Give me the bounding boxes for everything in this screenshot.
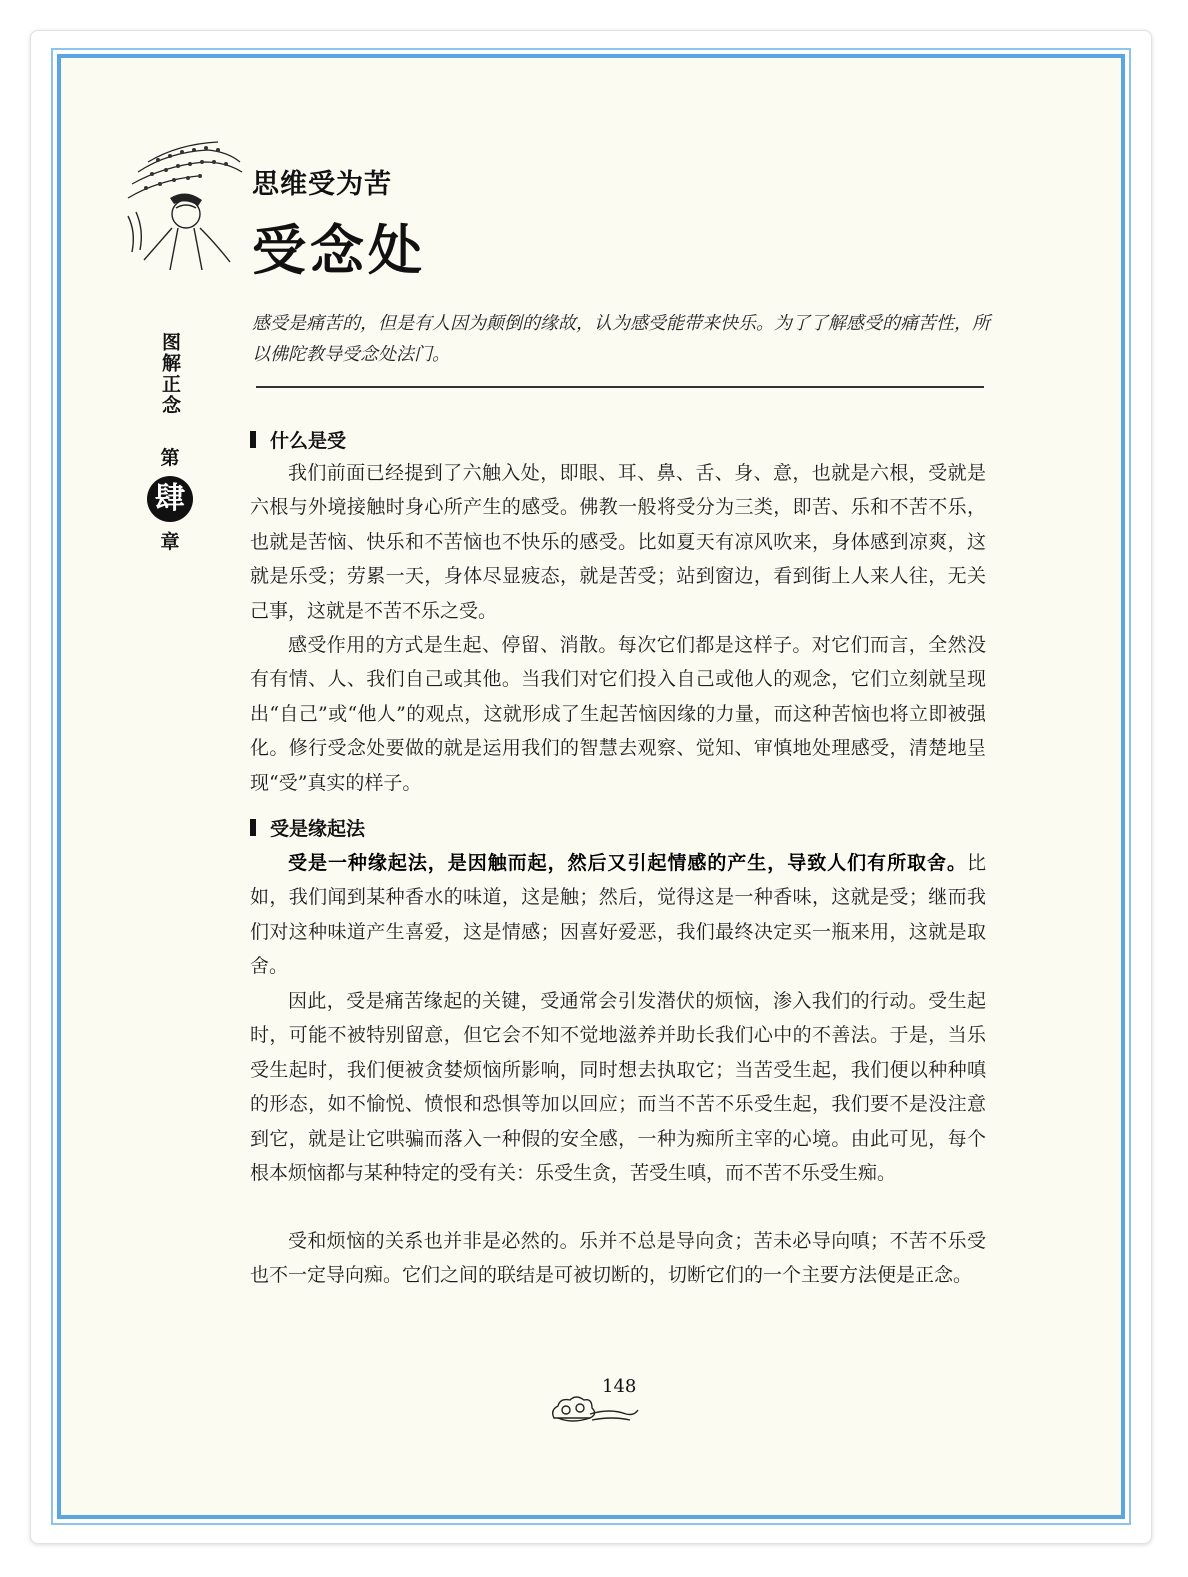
- heading-marker-icon: [250, 819, 256, 836]
- section-heading-label: 受是缘起法: [270, 818, 366, 840]
- chapter-side-label: [152, 332, 188, 554]
- body-paragraph: 因此，受是痛苦缘起的关键，受通常会引发潜伏的烦恼，渗入我们的行动。受生起时，可能不被特别留意，但它会不知不觉地滋养并助长我们心中的不善法。于是，当乐受生起时，我们便被贪婪烦恼所影响，同时想去执取它；当苦受生起，我们便以种种嗔的形态，如不愉悦、愤恨和恐惧等加以回应；而当不苦不乐受生起，我们要不是没注意到它，就是让它哄骗而落入一种假的安全感，一种为痴所主宰的心境。由此可见，每个根本烦恼都与某种特定的受有关：乐受生贪，苦受生嗔，而不苦不乐受生痴。: [250, 990, 986, 1185]
- section-heading: [250, 426, 346, 453]
- section-heading: [250, 814, 365, 841]
- chapter-suffix: 章: [160, 531, 180, 553]
- woodcut-illustration: [118, 132, 248, 272]
- heading-marker-icon: [250, 431, 256, 448]
- section-subtitle: 思维受为苦: [252, 169, 392, 200]
- body-paragraph: 受和烦恼的关系也并非是必然的。乐并不总是导向贪；苦未必导向嗔；不苦不乐受也不一定导向痴。它们之间的联结是可被切断的，切断它们的一个主要方法便是正念。: [250, 1230, 986, 1287]
- chapter-number-badge: 肆: [147, 476, 193, 522]
- cloud-ornament-icon: [546, 1392, 642, 1428]
- body-paragraph: [250, 846, 986, 984]
- page-title: 受念处: [252, 218, 426, 282]
- body-paragraph: 我们前面已经提到了六触入处，即眼、耳、鼻、舌、身、意，也就是六根，受就是六根与外境接触时身心所产生的感受。佛教一般将受分为三类，即苦、乐和不苦不乐，也就是苦恼、快乐和不苦恼也不快乐的感受。比如夏天有凉风吹来，身体感到凉爽，这就是乐受；劳累一天，身体尽显疲态，就是苦受；站到窗边，看到街上人来人往，无关己事，这就是不苦不乐之受。: [250, 462, 986, 622]
- body-text: 比如，我们闻到某种香水的味道，这是触；然后，觉得这是一种香味，这就是受；继而我们对这种味道产生喜爱，这是情感；因喜好爱恶，我们最终决定买一瓶来用，这就是取舍。: [250, 852, 986, 978]
- page-number: 148: [602, 1376, 637, 1397]
- section-heading-label: 什么是受: [270, 430, 347, 452]
- body-paragraph: 感受作用的方式是生起、停留、消散。每次它们都是这样子。对它们而言，全然没有有情、人、我们自己或其他。当我们对它们投入自己或他人的观念，它们立刻就呈现出“自己”或“他人”的观点，这就形成了生起苦恼因缘的力量，而这种苦恼也将立即被强化。修行受念处要做的就是运用我们的智慧去观察、觉知、审慎地处理感受，清楚地呈现“受”真实的样子。: [250, 634, 986, 794]
- book-title-vertical: 图解正念: [159, 332, 181, 416]
- bold-lead-sentence: 受是一种缘起法，是因触而起，然后又引起情感的产生，导致人们有所取舍。: [288, 852, 967, 874]
- divider-line: [256, 386, 984, 388]
- chapter-prefix: 第: [160, 447, 180, 469]
- intro-paragraph: 感受是痛苦的，但是有人因为颠倒的缘故，认为感受能带来快乐。为了了解感受的痛苦性，所以佛陀教导受念处法门。: [252, 313, 990, 365]
